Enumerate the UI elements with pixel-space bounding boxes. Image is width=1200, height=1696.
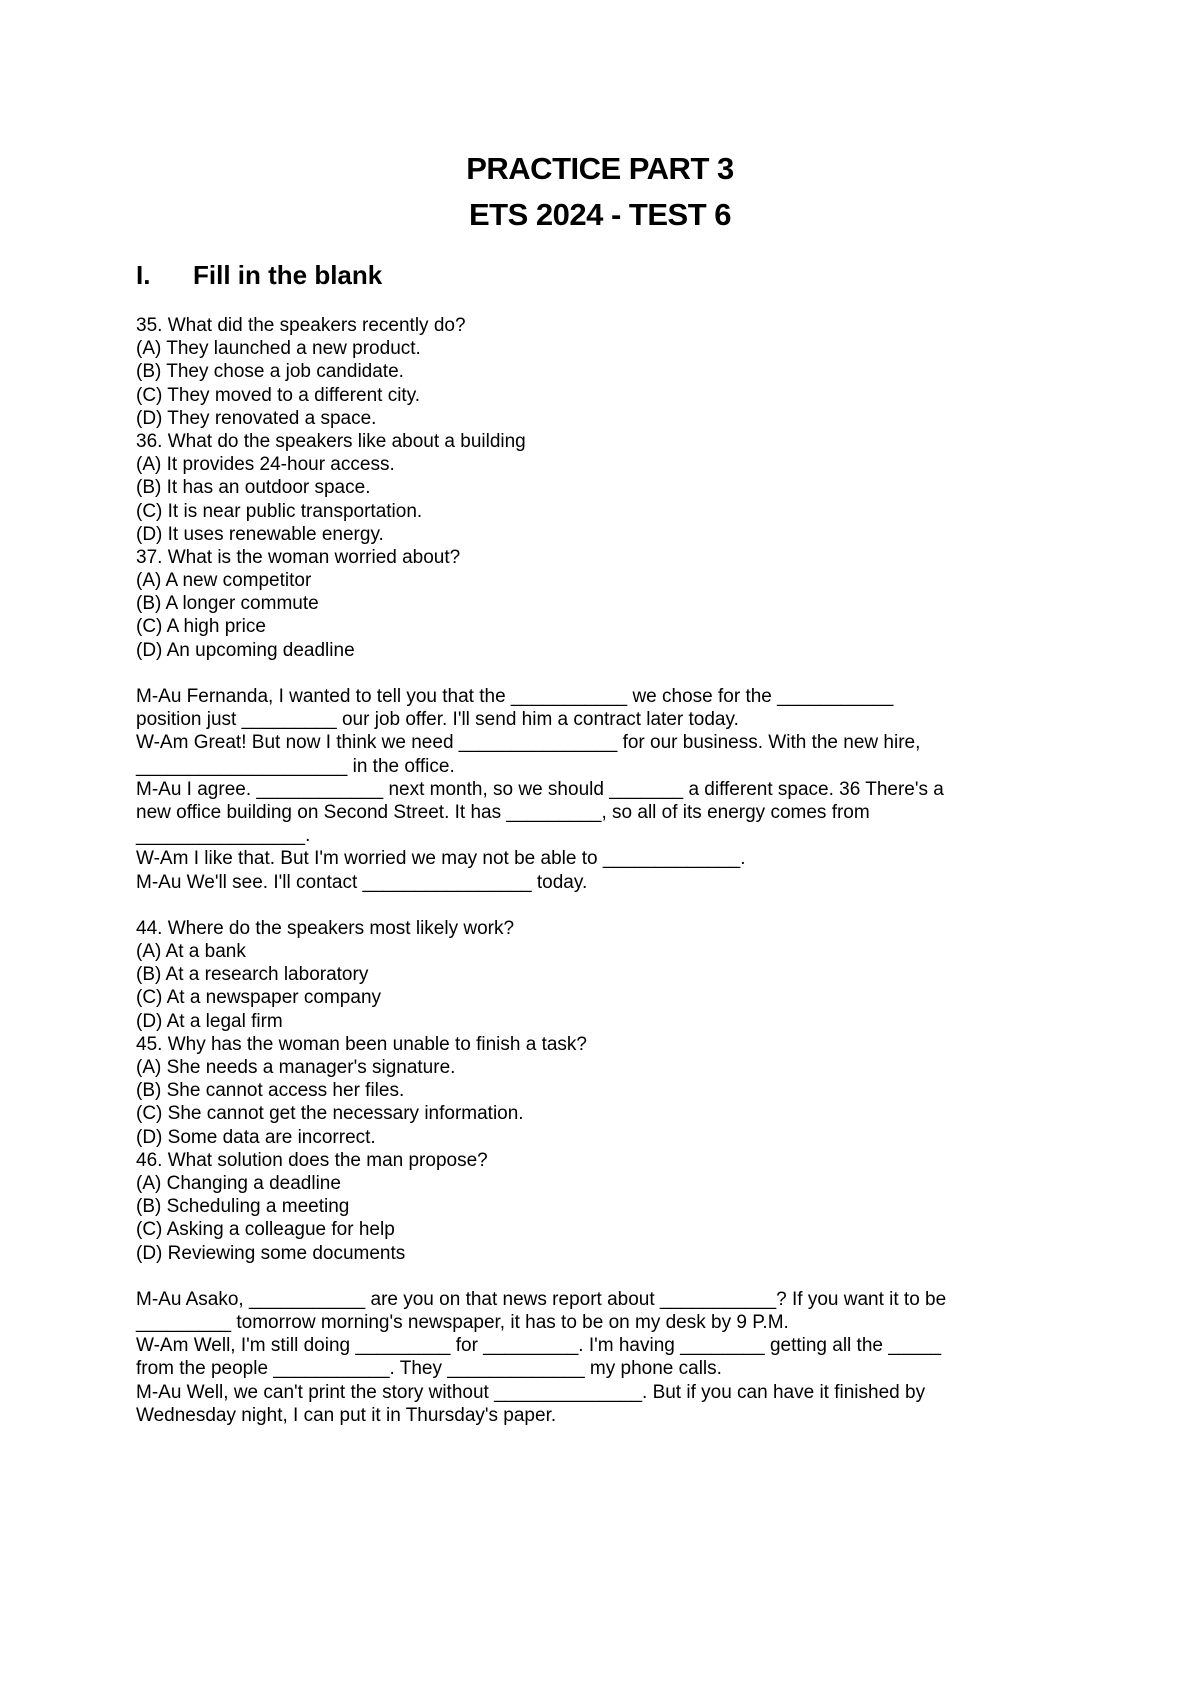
question-46: 46. What solution does the man propose? xyxy=(136,1149,488,1171)
dialogue-line: ________________. xyxy=(136,825,311,847)
option-44-b: (B) At a research laboratory xyxy=(136,964,369,986)
option-36-b: (B) It has an outdoor space. xyxy=(136,477,371,499)
section-label: Fill in the blank xyxy=(193,260,383,290)
question-36: 36. What do the speakers like about a building xyxy=(136,430,526,452)
dialogue-line: position just _________ our job offer. I'll send him a contract later today. xyxy=(136,709,739,731)
dialogue-line: ____________________ in the office. xyxy=(136,755,455,777)
option-46-b: (B) Scheduling a meeting xyxy=(136,1196,350,1218)
option-37-d: (D) An upcoming deadline xyxy=(136,639,355,661)
section-heading xyxy=(136,259,382,291)
section-number: I. xyxy=(136,260,151,290)
option-44-d: (D) At a legal firm xyxy=(136,1010,283,1032)
option-45-a: (A) She needs a manager's signature. xyxy=(136,1057,456,1078)
option-46-d: (D) Reviewing some documents xyxy=(136,1242,406,1264)
dialogue-44-46 xyxy=(136,1288,1096,1427)
dialogue-line: M-Au Asako, ___________ are you on that news report about ___________? If you want it to be xyxy=(136,1288,947,1310)
paragraph-gap xyxy=(136,662,1096,685)
option-37-a: (A) A new competitor xyxy=(136,570,312,592)
option-35-a: (A) They launched a new product. xyxy=(136,338,421,360)
question-37: 37. What is the woman worried about? xyxy=(136,546,461,568)
question-44: 44. Where do the speakers most likely work? xyxy=(136,917,515,939)
dialogue-line: M-Au Well, we can't print the story without ______________. But if you can have it finished by xyxy=(136,1381,926,1403)
question-35: 35. What did the speakers recently do? xyxy=(136,315,466,336)
document-title-line-2: ETS 2024 - TEST 6 xyxy=(469,197,731,232)
dialogue-line: Wednesday night, I can put it in Thursday's paper. xyxy=(136,1404,557,1426)
dialogue-line: M-Au We'll see. I'll contact ________________ today. xyxy=(136,871,588,893)
dialogue-line: M-Au Fernanda, I wanted to tell you that the ___________ we chose for the ___________ xyxy=(136,686,894,707)
question-45: 45. Why has the woman been unable to finish a task? xyxy=(136,1033,587,1055)
question-block-35-37 xyxy=(136,314,1096,662)
paragraph-gap xyxy=(136,1265,1096,1288)
option-35-d: (D) They renovated a space. xyxy=(136,407,377,429)
question-block-44-46 xyxy=(136,917,1096,1265)
document-title-line-1: PRACTICE PART 3 xyxy=(466,151,734,186)
dialogue-line: M-Au I agree. ____________ next month, so we should _______ a different space. 36 There's a xyxy=(136,778,944,800)
option-45-d: (D) Some data are incorrect. xyxy=(136,1126,376,1148)
option-36-d: (D) It uses renewable energy. xyxy=(136,523,384,545)
dialogue-line: from the people ___________. They _____________ my phone calls. xyxy=(136,1358,722,1380)
option-36-c: (C) It is near public transportation. xyxy=(136,500,423,522)
option-45-c: (C) She cannot get the necessary information. xyxy=(136,1103,524,1125)
option-35-b: (B) They chose a job candidate. xyxy=(136,361,404,383)
option-36-a: (A) It provides 24-hour access. xyxy=(136,454,395,476)
option-45-b: (B) She cannot access her files. xyxy=(136,1080,405,1102)
dialogue-line: W-Am Well, I'm still doing _________ for _________. I'm having ________ getting all the _____ xyxy=(136,1335,942,1357)
option-44-a: (A) At a bank xyxy=(136,941,246,963)
option-37-b: (B) A longer commute xyxy=(136,593,319,615)
option-35-c: (C) They moved to a different city. xyxy=(136,384,421,406)
document-body xyxy=(136,314,1096,1427)
paragraph-gap xyxy=(136,894,1096,917)
dialogue-line: _________ tomorrow morning's newspaper, it has to be on my desk by 9 P.M. xyxy=(136,1312,789,1334)
option-46-a: (A) Changing a deadline xyxy=(136,1172,341,1194)
option-37-c: (C) A high price xyxy=(136,616,266,638)
dialogue-line: W-Am Great! But now I think we need _______________ for our business. With the new hire, xyxy=(136,732,921,754)
dialogue-35-37 xyxy=(136,685,1096,894)
dialogue-line: new office building on Second Street. It has _________, so all of its energy comes from xyxy=(136,801,870,823)
dialogue-line: W-Am I like that. But I'm worried we may not be able to _____________. xyxy=(136,848,746,870)
option-46-c: (C) Asking a colleague for help xyxy=(136,1219,395,1241)
option-44-c: (C) At a newspaper company xyxy=(136,987,382,1009)
